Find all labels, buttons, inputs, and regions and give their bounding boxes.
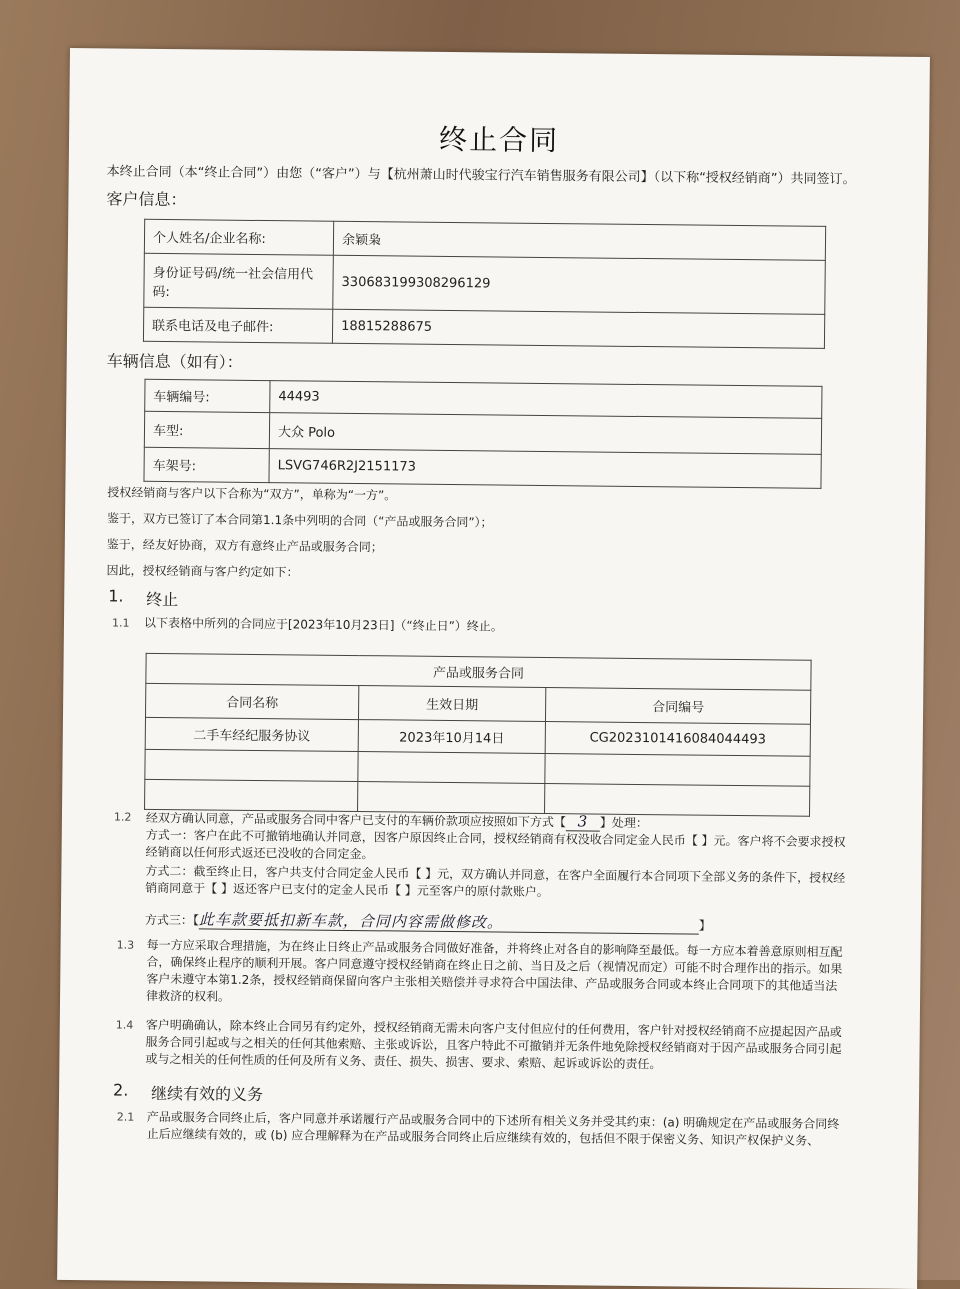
clause-1-2-tail: 】处理：	[599, 815, 649, 831]
contract-table	[144, 653, 812, 817]
method-choice-handwritten: 3	[566, 813, 600, 831]
contact-label: 联系电话及电子邮件:	[143, 307, 332, 343]
section-1-number: 1.	[108, 586, 124, 606]
section-2-title: 继续有效的义务	[150, 1083, 264, 1105]
clause-2-1-text: 产品或服务合同终止后，客户同意并承诺履行产品或服务合同中的下述所有相关义务并受其约束：(a) 明确规定在产品或服务合同终止后应继续有效的，或 (b) 应合理解释为在产品或服务合同终止后应继续有效的，包括但不限于保密义务、知识产权保护义务、	[146, 1109, 840, 1148]
vin-value: LSVG746R2J2151173	[269, 449, 821, 489]
option-1-text: 方式一：客户在此不可撤销地确认并同意，因客户原因终止合同，授权经销商有权没收合同定金人民币【 】元。客户将不会要求授权经销商以任何形式返还已没收的合同定金。	[145, 827, 846, 862]
table-cell	[145, 749, 358, 781]
intro-paragraph: 本终止合同（本“终止合同”）由您（“客户”）与【杭州萧山时代骏宝行汽车销售服务有限公司】（以下称“授权经销商”）共同签订。	[106, 164, 856, 188]
table-cell: 二手车经纪服务协议	[145, 717, 358, 751]
table-cell: 2023年10月14日	[358, 720, 545, 754]
contract-table-header: 合同名称	[145, 683, 358, 719]
vehicle-model-label: 车型:	[144, 411, 269, 448]
option-3-label: 方式三：【	[144, 912, 199, 928]
clause-1-3-text: 每一方应采取合理措施，为在终止日终止产品或服务合同做好准备，并将终止对各自的影响降至最低。每一方应本着善意原则相互配合，确保终止程序的顺利开展。客户同意遵守授权经销商在终止日之前、当日及之后（视情况而定）可能不时合理作出的指示。如果客户未遵守本第1.2条，授权经销商保留向客户主张相关赔偿并寻求符合中国法律、产品或服务合同或本终止合同项下的其他适当法律救济的权利。	[146, 937, 843, 1004]
clause-2-1-number: 2.1	[116, 1110, 135, 1124]
section-1-title: 终止	[146, 589, 179, 610]
contract-paper	[57, 48, 930, 1289]
name-value: 余颖枭	[333, 221, 825, 260]
table-cell	[358, 752, 545, 784]
table-cell: CG2023101416084044493	[545, 722, 810, 757]
section-2-number: 2.	[112, 1080, 129, 1100]
vehicle-no-label: 车辆编号:	[145, 379, 270, 412]
whereas-clause-1: 鉴于，双方已签订了本合同第1.1条中列明的合同（“产品或服务合同”）；	[107, 511, 493, 530]
customer-info-heading: 客户信息：	[106, 189, 187, 210]
contract-table-caption: 产品或服务合同	[146, 653, 811, 690]
vehicle-info-table	[143, 379, 822, 489]
vin-label: 车架号:	[144, 447, 269, 482]
option-3-close: 】	[698, 918, 711, 933]
table-cell	[358, 782, 545, 814]
contact-value: 18815288675	[332, 309, 824, 348]
id-label: 身份证号码/统一社会信用代码:	[144, 253, 334, 309]
clause-1-2-number: 1.2	[113, 810, 132, 824]
table-cell	[545, 754, 810, 787]
option-3-handwritten-note: 此车款要抵扣新车款，合同内容需做修改。	[199, 911, 699, 934]
name-label: 个人姓名/企业名称:	[144, 219, 333, 255]
customer-info-table	[143, 219, 826, 349]
clause-1-1-number: 1.1	[111, 616, 130, 630]
therefore-clause: 因此，授权经销商与客户约定如下：	[106, 563, 299, 580]
id-value: 330683199308296129	[333, 255, 826, 314]
parties-definition: 授权经销商与客户以下合称为“双方”，单称为“一方”。	[107, 485, 397, 503]
contract-table-header: 生效日期	[358, 686, 545, 722]
option-3-line	[145, 911, 711, 935]
option-2-text: 方式二：截至终止日，客户共支付合同定金人民币【 】元，双方确认并同意，在客户全面履行本合同项下全部义务的条件下，授权经销商同意于【 】返还客户已支付的定金人民币【 】元至客户的原付款账户。	[145, 863, 846, 900]
clause-1-4-number: 1.4	[115, 1018, 134, 1032]
document-title: 终止合同	[438, 122, 560, 158]
whereas-clause-2: 鉴于，经友好协商，双方有意终止产品或服务合同；	[106, 537, 383, 555]
vehicle-model-value: 大众 Polo	[269, 413, 821, 455]
clause-1-3-number: 1.3	[116, 938, 135, 952]
clause-1-4-text: 客户明确确认，除本终止合同另有约定外，授权经销商无需未向客户支付但应付的任何费用，客户针对授权经销商不应提起因产品或服务合同引起或与之相关的任何其他索赔、主张或诉讼，且客户特此不可撤销并无条件地免除授权经销商对于因产品或服务合同引起或与之相关的任何性质的任何及所有义务、责任、损失、损害、要求、索赔、起诉或诉讼的责任。	[145, 1017, 842, 1072]
vehicle-info-heading: 车辆信息（如有）：	[106, 351, 243, 372]
vehicle-no-value: 44493	[270, 381, 822, 419]
clause-1-1-text: 以下表格中所列的合同应于[2023年10月23日]（“终止日”）终止。	[143, 615, 503, 634]
table-cell	[145, 779, 358, 811]
clause-1-2-lead: 经双方确认同意，产品或服务合同中客户已支付的车辆价款项应按照如下方式【	[145, 810, 567, 830]
contract-table-header: 合同编号	[545, 688, 810, 725]
table-cell	[545, 784, 810, 817]
